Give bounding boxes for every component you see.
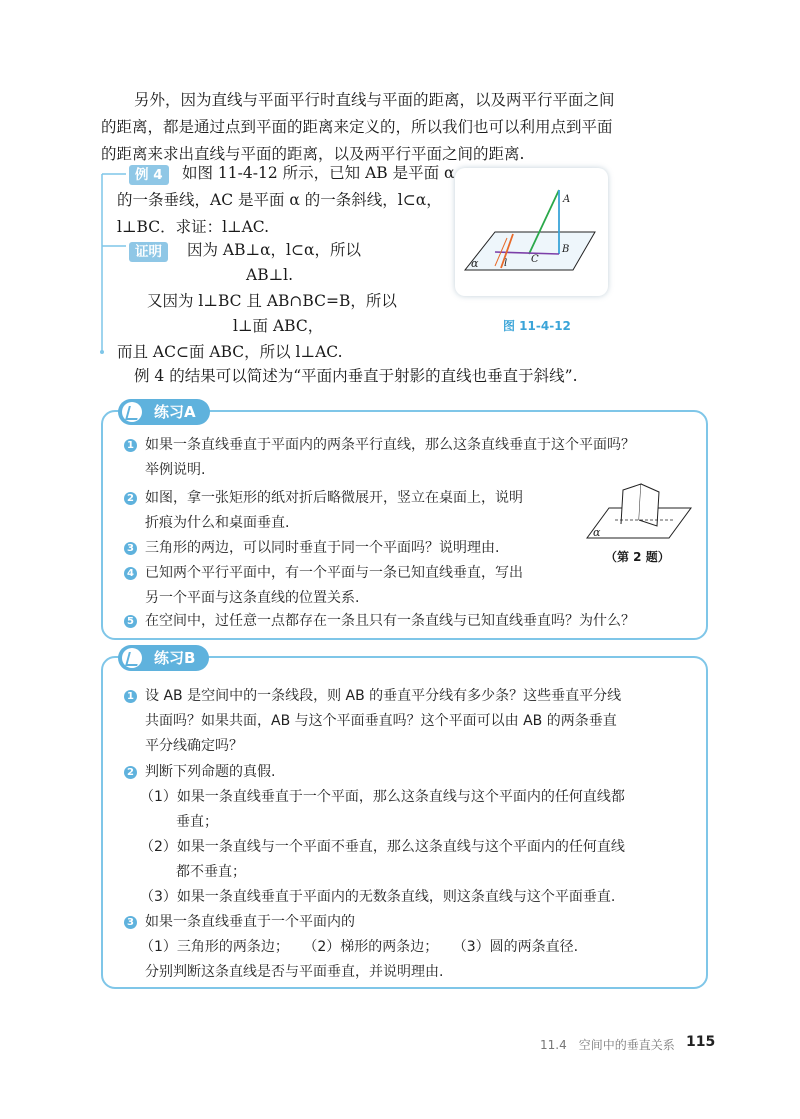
q-text: 举例说明.	[145, 462, 206, 478]
page-number: 115	[686, 1034, 716, 1050]
q-text: 如果一条直线垂直于一个平面内的	[145, 914, 355, 930]
figure-drawing	[455, 168, 608, 296]
exercise-a-q1	[124, 433, 635, 483]
exercise-a-q4	[124, 561, 523, 611]
proof-line-4: l⊥面 ABC，	[233, 317, 324, 335]
q-number: 2	[124, 492, 137, 505]
exercise-b-title	[118, 645, 209, 671]
label-A: A	[563, 194, 571, 205]
figure-11-4-12	[455, 168, 608, 296]
q-text: 在空间中，过任意一点都存在一条且只有一条直线与已知直线垂直吗？为什么？	[145, 613, 635, 629]
label-alpha: α	[471, 257, 479, 270]
proof-line-2: AB⊥l.	[246, 266, 294, 284]
exercise-b-q3	[124, 910, 355, 935]
q-number: 1	[124, 439, 137, 452]
proof-tag: 证明	[129, 242, 168, 262]
proof-line-3: 又因为 l⊥BC 且 AB∩BC=B，所以	[147, 292, 397, 310]
exercise-a-q2	[124, 486, 523, 536]
q-option: （1）三角形的两条边；	[140, 939, 289, 955]
exercise-a-title-text: 练习A	[154, 403, 196, 421]
q-text: （2）如果一条直线与一个平面不垂直，那么这条直线与这个平面内的任何直线	[140, 839, 625, 855]
exercise-b-q3-tail	[145, 960, 443, 985]
intro-line-1: 另外，因为直线与平面平行时直线与平面的距离，以及两平行平面之间	[134, 91, 615, 109]
q-text: 共面吗？如果共面，AB 与这个平面垂直吗？这个平面可以由 AB 的两条垂直	[145, 713, 617, 729]
q-text: （1）如果一条直线垂直于一个平面，那么这条直线与这个平面内的任何直线都	[140, 789, 625, 805]
proof-line-5: 而且 AC⊂面 ABC，所以 l⊥AC.	[117, 343, 343, 361]
q-text: 垂直；	[176, 814, 218, 830]
q-number: 2	[124, 766, 137, 779]
exercise-a-title	[118, 399, 210, 425]
q-text: 已知两个平行平面中，有一个平面与一条已知直线垂直，写出	[145, 565, 523, 581]
q-text: 如图，拿一张矩形的纸对折后略微展开，竖立在桌面上，说明	[145, 490, 523, 506]
q-text: 设 AB 是空间中的一条线段，则 AB 的垂直平分线有多少条？这些垂直平分线	[145, 688, 622, 704]
exercise-b-icon	[122, 648, 142, 668]
footer-section-title: 11.4 空间中的垂直关系	[540, 1038, 675, 1052]
exercise-b-q3-options	[140, 935, 578, 960]
label-l: l	[504, 258, 508, 269]
exercise-a-icon	[122, 402, 142, 422]
q-text: 平分线确定吗？	[145, 738, 243, 754]
q-text: 判断下列命题的真假.	[145, 764, 276, 780]
figure-caption: 图 11-4-12	[503, 319, 571, 333]
q-text: 如果一条直线垂直于平面内的两条平行直线，那么这条直线垂直于这个平面吗？	[145, 437, 635, 453]
q-number: 4	[124, 567, 137, 580]
q-number: 3	[124, 542, 137, 555]
folded-paper-figure	[585, 480, 695, 542]
proof-line-1: 因为 AB⊥α，l⊂α，所以	[187, 241, 361, 259]
paper-alpha-label: α	[593, 526, 601, 539]
folded-paper-caption: （第 2 题）	[605, 550, 670, 564]
example-line-1: 如图 11-4-12 所示，已知 AB 是平面 α	[182, 164, 455, 182]
q-text: 三角形的两边，可以同时垂直于同一个平面吗？说明理由.	[145, 540, 500, 556]
q-number: 5	[124, 615, 137, 628]
label-B: B	[562, 244, 570, 255]
exercise-b-title-text: 练习B	[154, 649, 196, 667]
q-text: 另一个平面与这条直线的位置关系.	[145, 590, 360, 606]
example-line-2: 的一条垂线，AC 是平面 α 的一条斜线，l⊂α，	[117, 191, 442, 209]
exercise-b-q2-sub2	[140, 835, 625, 885]
example-tag: 例 4	[129, 165, 169, 185]
summary-text: 例 4 的结果可以简述为“平面内垂直于射影的直线也垂直于斜线”.	[134, 367, 578, 385]
q-option: （2）梯形的两条边；	[303, 939, 439, 955]
exercise-b-q2-sub1	[140, 785, 625, 835]
exercise-b-q1	[124, 684, 621, 759]
q-text: 分别判断这条直线是否与平面垂直，并说明理由.	[145, 964, 444, 980]
exercise-a-q3	[124, 536, 499, 561]
q-text: 都不垂直；	[176, 864, 246, 880]
q-option: （3）圆的两条直径.	[452, 939, 579, 955]
exercise-b-q2-sub3	[140, 885, 615, 910]
exercise-b-q2	[124, 760, 275, 785]
label-C: C	[531, 254, 539, 265]
exercise-a-q5	[124, 609, 635, 634]
q-number: 3	[124, 916, 137, 929]
example-line-3: l⊥BC．求证：l⊥AC.	[117, 218, 270, 236]
q-text: （3）如果一条直线垂直于平面内的无数条直线，则这条直线与这个平面垂直.	[140, 889, 616, 905]
intro-line-3: 的距离来求出直线与平面的距离，以及两平行平面之间的距离.	[101, 145, 525, 163]
intro-line-2: 的距离，都是通过点到平面的距离来定义的，所以我们也可以利用点到平面	[101, 118, 613, 136]
q-number: 1	[124, 690, 137, 703]
q-text: 折痕为什么和桌面垂直.	[145, 515, 290, 531]
